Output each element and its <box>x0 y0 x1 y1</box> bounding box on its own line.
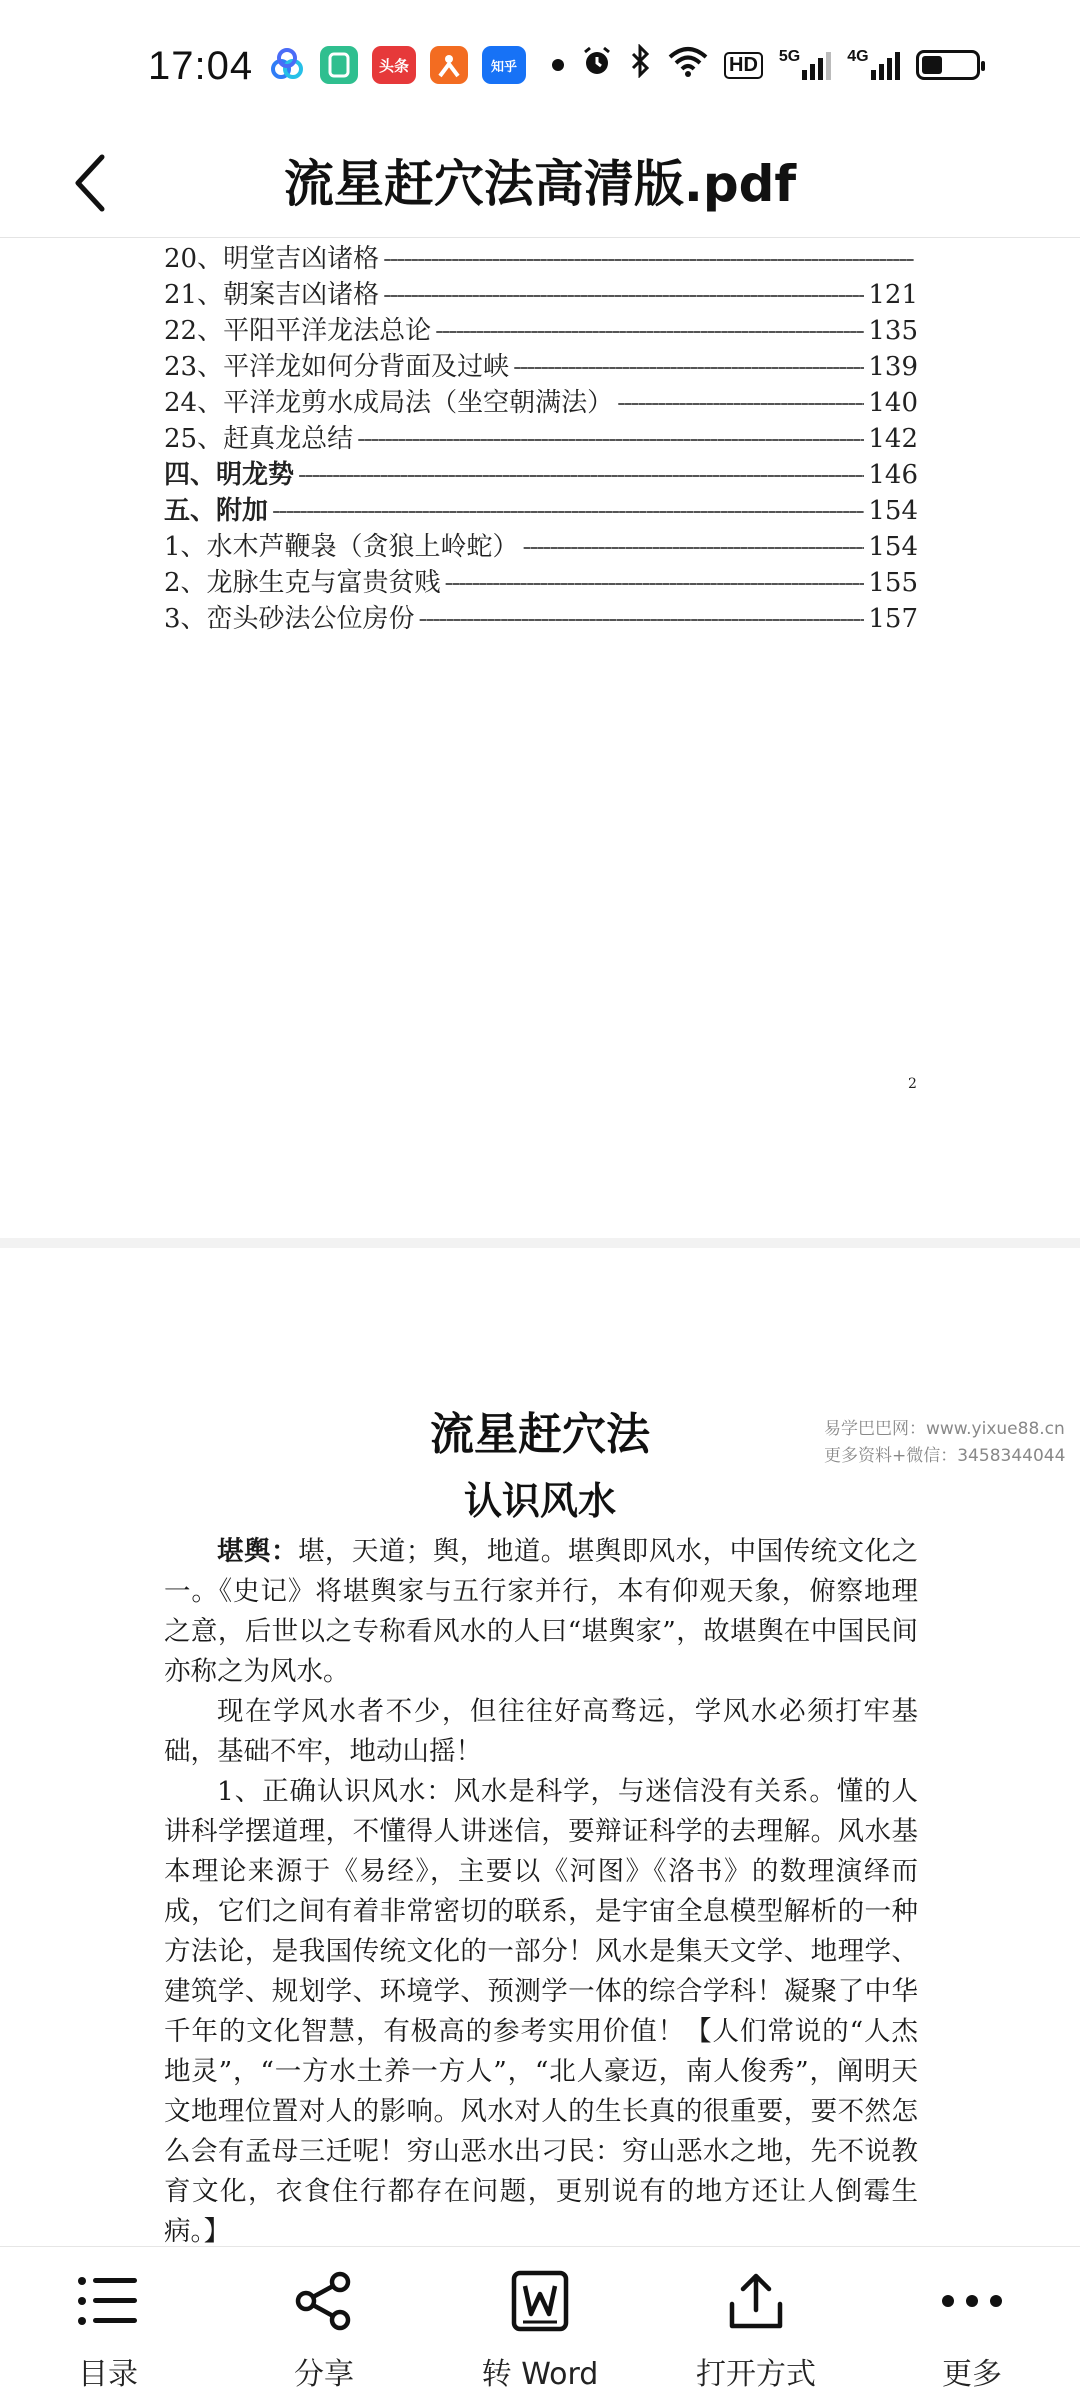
toc-page: 142 <box>868 424 918 454</box>
paragraph <box>164 1532 918 1692</box>
toc-row[interactable] <box>164 310 918 346</box>
toc-page: 139 <box>868 352 918 382</box>
baidu-netdisk-icon <box>268 46 306 84</box>
bluetooth-icon <box>630 44 652 86</box>
section-heading: 认识风水 <box>463 1478 616 1523</box>
toc-title: 22、平阳平洋龙法总论 <box>164 316 432 346</box>
open-with-label: 打开方式 <box>696 2357 816 2392</box>
term-bold: 堪舆： <box>217 1536 298 1567</box>
share-button[interactable] <box>216 2247 432 2400</box>
toc-title: 2、龙脉生克与富贵贫贱 <box>164 568 441 598</box>
app-header <box>0 130 1080 238</box>
word-icon <box>508 2269 572 2333</box>
share-button-label: 分享 <box>294 2357 354 2392</box>
net-5g-label: 5G <box>778 48 801 65</box>
status-time: 17:04 <box>148 44 254 88</box>
document-title: 流星赶穴法高清版.pdf <box>283 155 797 213</box>
open-with-button[interactable] <box>648 2247 864 2400</box>
toc-row[interactable] <box>164 346 918 382</box>
app-green-icon <box>320 46 358 84</box>
body-text <box>164 1532 918 2246</box>
toc-button-label: 目录 <box>78 2357 138 2392</box>
pdf-page-3 <box>0 1248 1080 2246</box>
signal-4g-icon <box>847 50 899 80</box>
share-icon <box>292 2269 356 2333</box>
pdf-page-2 <box>0 238 1080 1238</box>
more-icon <box>940 2269 1004 2333</box>
page-number: 2 <box>908 1076 917 1092</box>
watermark-line: 更多资料+微信：3458344044 <box>824 1446 1066 1466</box>
status-bar <box>0 0 1080 130</box>
more-button[interactable] <box>864 2247 1080 2400</box>
toc-row[interactable] <box>164 562 918 598</box>
toc-page: 146 <box>868 460 918 490</box>
toc-row[interactable] <box>164 382 918 418</box>
toc-page: 155 <box>868 568 918 598</box>
toc-row[interactable] <box>164 418 918 454</box>
paragraph: 1、正确认识风水：风水是科学，与迷信没有关系。懂的人讲科学摆道理，不懂得人讲迷信，要辩证科学的去理解。风水基本理论来源于《易经》，主要以《河图》《洛书》的数理演绎而成，它们之间有着非常密切的联系，是宇宙全息模型解析的一种方法论，是我国传统文化的一部分！风水是集天文学、地理学、建筑学、规划学、环境学、预测学一体的综合学科！凝聚了中华千年的文化智慧，有极高的参考实用价值！【人们常说的“人杰地灵”，“一方水土养一方人”，“北人豪迈，南人俊秀”，阐明天文地理位置对人的影响。风水对人的生长真的很重要，要不然怎么会有孟母三迁呢！穷山恶水出刁民：穷山恶水之地，先不说教育文化，衣食住行都存在问题，更别说有的地方还让人倒霉生病。】 <box>164 1776 918 2246</box>
watermark <box>824 1416 1065 1470</box>
notification-dot-icon <box>552 59 564 71</box>
toc-row[interactable] <box>164 598 918 634</box>
wifi-icon <box>668 45 708 85</box>
toc-row[interactable] <box>164 238 918 274</box>
alarm-icon <box>580 44 614 86</box>
toc-title: 21、朝案吉凶诸格 <box>164 280 380 310</box>
toc-page: 157 <box>868 604 918 634</box>
taobao-icon <box>430 46 468 84</box>
toc-page: 121 <box>868 280 918 310</box>
toc-title: 23、平洋龙如何分背面及过峡 <box>164 352 510 382</box>
system-icons <box>552 44 980 86</box>
bottom-toolbar <box>0 2246 1080 2400</box>
toutiao-icon: 头条 <box>372 46 416 84</box>
toc-row[interactable] <box>164 454 918 490</box>
toc-row[interactable] <box>164 490 918 526</box>
toc-title: 25、赶真龙总结 <box>164 424 354 454</box>
paragraph: 现在学风水者不少，但往往好高骛远，学风水必须打牢基础，基础不牢，地动山摇！ <box>164 1696 918 1767</box>
more-button-label: 更多 <box>942 2357 1002 2392</box>
toc-page: 135 <box>868 316 918 346</box>
toc-title: 24、平洋龙剪水成局法（坐空朝满法） <box>164 388 614 418</box>
table-of-contents <box>164 238 918 634</box>
toc-page: 154 <box>868 532 918 562</box>
toc-page: 154 <box>868 496 918 526</box>
hd-badge: HD <box>724 52 763 79</box>
page-heading: 流星赶穴法 <box>430 1409 650 1460</box>
toc-row[interactable] <box>164 274 918 310</box>
pdf-viewer[interactable] <box>0 238 1080 2246</box>
paragraph-text: 堪，天道；舆，地道。堪舆即风水，中国传统文化之一。《史记》将堪舆家与五行家并行，本有仰观天象，俯察地理之意，后世以之专称看风水的人曰“堪舆家”，故堪舆在中国民间亦称之为风水。 <box>164 1536 919 1687</box>
net-4g-label: 4G <box>847 48 869 65</box>
toc-row[interactable] <box>164 526 918 562</box>
convert-word-button[interactable] <box>432 2247 648 2400</box>
toc-title: 四、明龙势 <box>164 460 295 490</box>
battery-icon <box>916 50 980 80</box>
watermark-line: 易学巴巴网：www.yixue88.cn <box>824 1419 1065 1439</box>
convert-word-label: 转 Word <box>481 2357 599 2392</box>
toc-button[interactable] <box>0 2247 216 2400</box>
notification-icons <box>268 46 526 84</box>
zhihu-icon: 知乎 <box>482 46 526 84</box>
toc-title: 1、水木芦鞭袅（贪狼上岭蛇） <box>164 532 519 562</box>
toc-title: 五、附加 <box>164 496 269 526</box>
toc-page: 140 <box>868 388 918 418</box>
signal-5g-icon <box>779 50 831 80</box>
list-icon <box>76 2269 140 2333</box>
toc-title: 20、明堂吉凶诸格 <box>164 244 380 274</box>
open-with-icon <box>724 2269 788 2333</box>
toc-title: 3、峦头砂法公位房份 <box>164 604 415 634</box>
